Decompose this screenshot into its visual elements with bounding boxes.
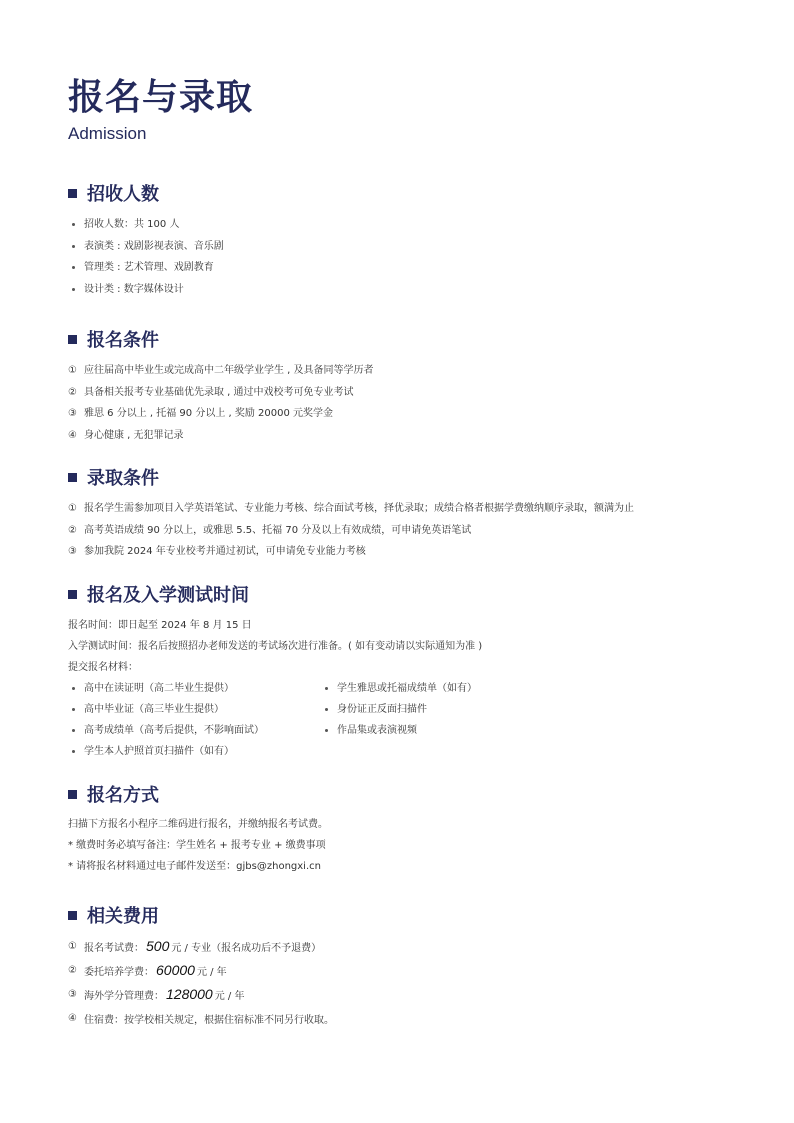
section-title: 招收人数: [87, 184, 159, 205]
square-bullet-icon: [68, 911, 77, 920]
item-text: 高考英语成绩 90 分以上，或雅思 5.5、托福 70 分及以上有效成绩，可申请免英语笔试: [84, 524, 472, 536]
section-title: 报名条件: [87, 330, 159, 351]
square-bullet-icon: [68, 590, 77, 599]
bullet-dot-icon: [325, 687, 328, 690]
material-item: [68, 741, 321, 762]
section-heading: [68, 781, 748, 807]
section-title: 报名及入学测试时间: [87, 585, 249, 606]
item-number: ①: [68, 940, 77, 952]
item-number: ①: [68, 365, 77, 376]
section-heading: [68, 180, 748, 206]
item-text: 身份证正反面扫描件: [337, 704, 427, 715]
square-bullet-icon: [68, 473, 77, 482]
section-heading: [68, 581, 748, 607]
item-text: 学生雅思或托福成绩单（如有）: [337, 683, 477, 694]
material-item: [68, 720, 321, 741]
item-text: 应往届高中毕业生或完成高中二年级学业学生 , 及具备同等学历者: [84, 365, 374, 376]
item-number: ②: [68, 964, 77, 976]
list-item: [68, 236, 748, 258]
list-item: [68, 498, 748, 520]
fee-label: 报名考试费：: [84, 942, 144, 954]
section-heading: [68, 902, 748, 928]
method-line: 扫描下方报名小程序二维码进行报名，并缴纳报名考试费。: [68, 819, 328, 830]
list-item: [68, 257, 748, 279]
item-number: ④: [68, 1012, 77, 1024]
item-text: 身心健康 , 无犯罪记录: [84, 429, 184, 441]
section-requirements: [68, 326, 748, 446]
item-text: 高考成绩单（高考后提供，不影响面试）: [84, 725, 264, 736]
list-item: [68, 214, 748, 236]
section-title: 相关费用: [87, 906, 159, 927]
method-line: * 缴费时务必填写备注：学生姓名 + 报考专业 + 缴费事项: [68, 840, 326, 851]
bullet-dot-icon: [72, 750, 75, 753]
page-title: 报名与录取: [68, 77, 254, 118]
item-text: 高中在读证明（高二毕业生提供）: [84, 683, 234, 694]
fee-row: [68, 958, 748, 982]
material-item: [321, 678, 621, 699]
material-item: [321, 699, 621, 720]
section-title: 报名方式: [87, 785, 159, 806]
item-text: 学生本人护照首页扫描件（如有）: [84, 746, 234, 757]
schedule-line: 入学测试时间：报名后按照招办老师发送的考试场次进行准备。( 如有变动请以实际通知为准 ): [68, 641, 483, 652]
fee-row: [68, 1006, 748, 1030]
section-schedule: [68, 581, 748, 762]
list-item: [68, 360, 748, 382]
fee-suffix: 元 / 年: [196, 966, 227, 978]
item-number: ②: [68, 524, 77, 536]
material-item: [68, 699, 321, 720]
bullet-dot-icon: [72, 245, 75, 248]
fee-suffix: 元 / 年: [214, 990, 245, 1002]
item-number: ②: [68, 386, 77, 398]
item-text: 表演类 : 戏剧影视表演、音乐剧: [84, 240, 224, 252]
fee-row: [68, 934, 748, 958]
fee-suffix: 元 / 专业（报名成功后不予退费）: [171, 942, 322, 954]
schedule-line: 提交报名材料：: [68, 662, 138, 673]
fee-amount: 500: [146, 938, 170, 954]
list-item: [68, 382, 748, 404]
item-number: ③: [68, 546, 77, 557]
fee-label: 委托培养学费：: [84, 966, 154, 978]
item-number: ③: [68, 988, 77, 1000]
fee-amount: 128000: [166, 986, 213, 1002]
item-text: 设计类 : 数字媒体设计: [84, 283, 184, 295]
item-text: 作品集或表演视频: [337, 725, 417, 736]
section-heading: [68, 326, 748, 352]
list-item: [68, 541, 748, 563]
item-number: ③: [68, 408, 77, 419]
list-item: [68, 403, 748, 425]
section-fees: [68, 902, 748, 1030]
item-text: 参加我院 2024 年专业校考并通过初试，可申请免专业能力考核: [84, 546, 366, 557]
item-text: 具备相关报考专业基础优先录取 , 通过中戏校考可免专业考试: [84, 386, 354, 398]
section-enrollment: [68, 180, 748, 300]
item-number: ④: [68, 429, 77, 441]
schedule-line: 报名时间：即日起至 2024 年 8 月 15 日: [68, 620, 252, 631]
fee-label: 海外学分管理费：: [84, 990, 164, 1002]
item-text: 管理类 : 艺术管理、戏剧教育: [84, 262, 214, 273]
fee-row: [68, 982, 748, 1006]
bullet-dot-icon: [72, 687, 75, 690]
page-subtitle: Admission: [68, 124, 147, 143]
fee-amount: 60000: [156, 962, 195, 978]
square-bullet-icon: [68, 790, 77, 799]
fee-label: 住宿费：按学校相关规定，根据住宿标准不同另行收取。: [84, 1014, 334, 1026]
material-item: [321, 720, 621, 741]
section-title: 录取条件: [87, 468, 159, 489]
bullet-dot-icon: [325, 708, 328, 711]
list-item: [68, 520, 748, 542]
item-text: 招收人数：共 100 人: [84, 219, 180, 230]
item-number: ①: [68, 503, 77, 514]
section-method: [68, 781, 748, 877]
item-text: 高中毕业证（高三毕业生提供）: [84, 704, 224, 715]
bullet-dot-icon: [72, 223, 75, 226]
item-text: 雅思 6 分以上 , 托福 90 分以上 , 奖励 20000 元奖学金: [84, 408, 334, 419]
method-line: * 请将报名材料通过电子邮件发送至：gjbs@zhongxi.cn: [68, 861, 321, 872]
square-bullet-icon: [68, 335, 77, 344]
section-admission-criteria: [68, 464, 748, 563]
material-item: [68, 678, 321, 699]
square-bullet-icon: [68, 189, 77, 198]
bullet-dot-icon: [72, 266, 75, 269]
bullet-dot-icon: [72, 288, 75, 291]
bullet-dot-icon: [72, 708, 75, 711]
section-heading: [68, 464, 748, 490]
bullet-dot-icon: [325, 729, 328, 732]
list-item: [68, 279, 748, 301]
bullet-dot-icon: [72, 729, 75, 732]
item-text: 报名学生需参加项目入学英语笔试、专业能力考核、综合面试考核，择优录取；成绩合格者根据学费缴纳顺序录取，额满为止: [84, 503, 634, 514]
list-item: [68, 425, 748, 447]
